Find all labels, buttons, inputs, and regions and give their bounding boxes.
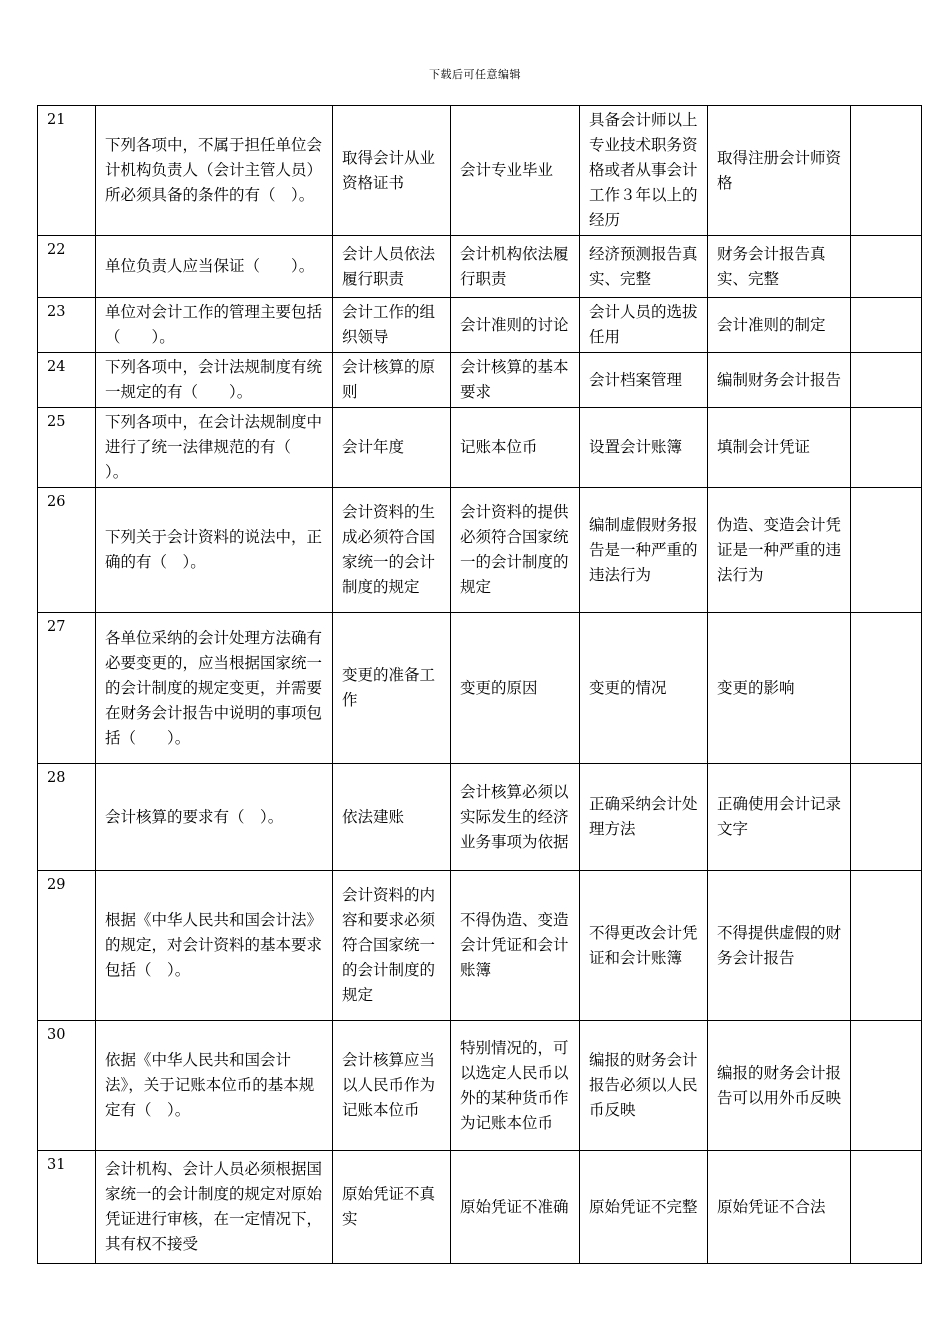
question-stem: 下列关于会计资料的说法中，正确的有（ ）。	[96, 488, 333, 613]
option-b: 记账本位币	[451, 408, 580, 488]
question-stem: 下列各项中，在会计法规制度中进行了统一法律规范的有（ ）。	[96, 408, 333, 488]
question-stem: 下列各项中，会计法规制度有统一规定的有（ ）。	[96, 353, 333, 408]
option-b: 会计资料的提供必须符合国家统一的会计制度的规定	[451, 488, 580, 613]
question-table	[37, 105, 922, 1264]
answer-cell	[851, 871, 922, 1021]
option-d: 正确使用会计记录文字	[708, 764, 851, 871]
option-b: 会计核算必须以实际发生的经济业务事项为依据	[451, 764, 580, 871]
option-b: 原始凭证不准确	[451, 1151, 580, 1264]
question-number: 24	[38, 353, 96, 408]
option-d: 会计准则的制定	[708, 298, 851, 353]
answer-cell	[851, 298, 922, 353]
answer-cell	[851, 488, 922, 613]
question-row-21	[38, 106, 922, 236]
option-d: 原始凭证不合法	[708, 1151, 851, 1264]
option-a: 会计人员依法履行职责	[333, 236, 451, 298]
question-number: 27	[38, 613, 96, 764]
option-a: 原始凭证不真实	[333, 1151, 451, 1264]
option-c: 变更的情况	[580, 613, 708, 764]
option-a: 会计资料的内容和要求必须符合国家统一的会计制度的规定	[333, 871, 451, 1021]
option-c: 具备会计师以上专业技术职务资格或者从事会计工作３年以上的经历	[580, 106, 708, 236]
option-b: 会计机构依法履行职责	[451, 236, 580, 298]
option-d: 伪造、变造会计凭证是一种严重的违法行为	[708, 488, 851, 613]
answer-cell	[851, 1151, 922, 1264]
option-c: 编制虚假财务报告是一种严重的违法行为	[580, 488, 708, 613]
question-number: 30	[38, 1021, 96, 1151]
question-row-26	[38, 488, 922, 613]
question-row-27	[38, 613, 922, 764]
option-b: 不得伪造、变造会计凭证和会计账簿	[451, 871, 580, 1021]
answer-cell	[851, 613, 922, 764]
question-number: 26	[38, 488, 96, 613]
option-d: 编制财务会计报告	[708, 353, 851, 408]
question-row-25	[38, 408, 922, 488]
page-header: 下载后可任意编辑	[429, 68, 521, 81]
question-stem: 会计核算的要求有（ ）。	[96, 764, 333, 871]
option-b: 会计核算的基本要求	[451, 353, 580, 408]
option-a: 会计年度	[333, 408, 451, 488]
answer-cell	[851, 236, 922, 298]
option-d: 取得注册会计师资格	[708, 106, 851, 236]
option-c: 正确采纳会计处理方法	[580, 764, 708, 871]
option-a: 取得会计从业资格证书	[333, 106, 451, 236]
question-number: 28	[38, 764, 96, 871]
question-number: 23	[38, 298, 96, 353]
option-a: 会计资料的生成必须符合国家统一的会计制度的规定	[333, 488, 451, 613]
question-number: 31	[38, 1151, 96, 1264]
question-number: 22	[38, 236, 96, 298]
question-row-28	[38, 764, 922, 871]
answer-cell	[851, 764, 922, 871]
option-c: 设置会计账簿	[580, 408, 708, 488]
option-b: 特别情况的，可以选定人民币以外的某种货币作为记账本位币	[451, 1021, 580, 1151]
option-a: 会计核算应当以人民币作为记账本位币	[333, 1021, 451, 1151]
option-d: 编报的财务会计报告可以用外币反映	[708, 1021, 851, 1151]
option-c: 经济预测报告真实、完整	[580, 236, 708, 298]
question-stem: 单位对会计工作的管理主要包括（ ）。	[96, 298, 333, 353]
question-number: 25	[38, 408, 96, 488]
question-row-23	[38, 298, 922, 353]
question-row-24	[38, 353, 922, 408]
question-number: 21	[38, 106, 96, 236]
option-c: 会计档案管理	[580, 353, 708, 408]
answer-cell	[851, 1021, 922, 1151]
option-d: 财务会计报告真实、完整	[708, 236, 851, 298]
question-number: 29	[38, 871, 96, 1021]
question-row-30	[38, 1021, 922, 1151]
option-b: 会计专业毕业	[451, 106, 580, 236]
option-a: 依法建账	[333, 764, 451, 871]
question-stem: 各单位采纳的会计处理方法确有必要变更的，应当根据国家统一的会计制度的规定变更，并需要在财务会计报告中说明的事项包括（ ）。	[96, 613, 333, 764]
option-c: 会计人员的选拔任用	[580, 298, 708, 353]
option-c: 原始凭证不完整	[580, 1151, 708, 1264]
option-c: 编报的财务会计报告必须以人民币反映	[580, 1021, 708, 1151]
question-row-22	[38, 236, 922, 298]
question-stem: 根据《中华人民共和国会计法》的规定，对会计资料的基本要求包括（ ）。	[96, 871, 333, 1021]
answer-cell	[851, 106, 922, 236]
option-c: 不得更改会计凭证和会计账簿	[580, 871, 708, 1021]
option-a: 会计工作的组织领导	[333, 298, 451, 353]
option-a: 变更的准备工作	[333, 613, 451, 764]
option-d: 填制会计凭证	[708, 408, 851, 488]
option-b: 变更的原因	[451, 613, 580, 764]
question-stem: 单位负责人应当保证（ ）。	[96, 236, 333, 298]
question-row-31	[38, 1151, 922, 1264]
option-d: 变更的影响	[708, 613, 851, 764]
question-stem: 下列各项中，不属于担任单位会计机构负责人（会计主管人员）所必须具备的条件的有（ ）。	[96, 106, 333, 236]
answer-cell	[851, 353, 922, 408]
answer-cell	[851, 408, 922, 488]
option-d: 不得提供虚假的财务会计报告	[708, 871, 851, 1021]
option-b: 会计准则的讨论	[451, 298, 580, 353]
question-stem: 依据《中华人民共和国会计法》，关于记账本位币的基本规定有（ ）。	[96, 1021, 333, 1151]
question-stem: 会计机构、会计人员必须根据国家统一的会计制度的规定对原始凭证进行审核，在一定情况下，其有权不接受	[96, 1151, 333, 1264]
option-a: 会计核算的原则	[333, 353, 451, 408]
question-row-29	[38, 871, 922, 1021]
